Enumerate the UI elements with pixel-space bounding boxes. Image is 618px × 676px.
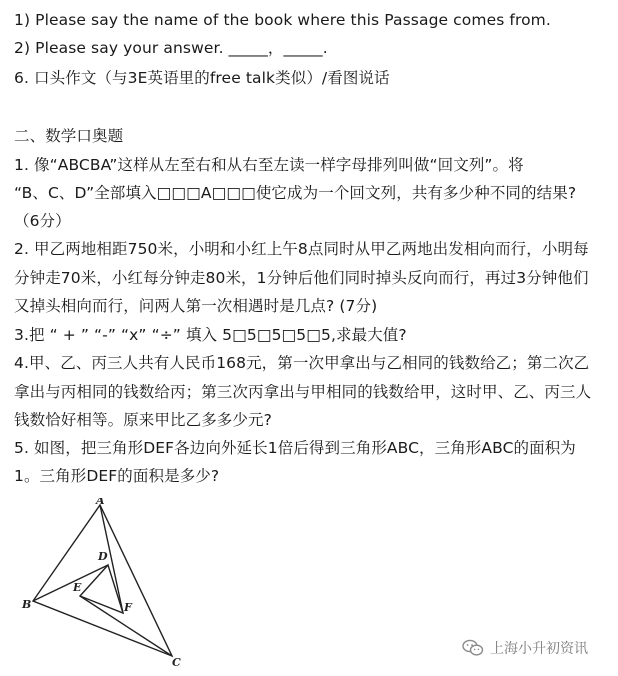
math-q2-line-2: 分钟走70米，小红每分钟走80米，1分钟后他们同时掉头反向而行，再过3分钟他们 [14, 269, 589, 287]
wechat-icon [462, 639, 484, 657]
math-q2-line-3: 又掉头相向而行，问两人第一次相遇时是几点? (7分) [14, 297, 378, 315]
math-q4-line-2: 拿出与丙相同的钱数给丙；第三次丙拿出与甲相同的钱数给甲，这时甲、乙、丙三人 [14, 383, 592, 401]
math-q2-line-1: 2. 甲乙两地相距750米，小明和小红上午8点同时从甲乙两地出发相向而行，小明每 [14, 240, 589, 258]
vertex-label-a: A [96, 498, 105, 507]
vertex-label-c: C [172, 656, 181, 669]
watermark [462, 636, 588, 660]
question-line-2: 2) Please say your answer. _____，_____. [14, 39, 328, 57]
vertex-label-e: E [73, 581, 82, 594]
triangle-diagram [20, 498, 200, 670]
math-q5-line-2: 1。三角形DEF的面积是多少? [14, 467, 220, 485]
triangle-def [80, 565, 123, 613]
math-q4-line-3: 钱数恰好相等。原来甲比乙多多少元? [14, 411, 272, 429]
math-q1-points: （6分） [14, 212, 71, 230]
math-q1-line-1: 1. 像“ABCBA”这样从左至右和从右至左读一样字母排列叫做“回文列”。将 [14, 156, 524, 174]
section-oral-composition: 6. 口头作文（与3E英语里的free talk类似）/看图说话 [14, 69, 390, 87]
math-q5-line-1: 5. 如图，把三角形DEF各边向外延长1倍后得到三角形ABC，三角形ABC的面积为 [14, 439, 576, 457]
math-q3: 3.把 “ + ” “-” “x” “÷” 填入 5□5□5□5□5,求最大值? [14, 326, 407, 344]
section-heading-math: 二、数学口奥题 [14, 127, 124, 145]
vertex-label-d: D [98, 550, 108, 563]
math-q4-line-1: 4.甲、乙、丙三人共有人民币168元，第一次甲拿出与乙相同的钱数给乙；第二次乙 [14, 354, 590, 372]
question-line-1: 1) Please say the name of the book where this Passage comes from. [14, 11, 551, 29]
math-q1-line-2: “B、C、D”全部填入□□□A□□□使它成为一个回文列，共有多少种不同的结果? [14, 184, 577, 202]
vertex-label-f: F [124, 601, 132, 614]
triangle-figure [20, 498, 200, 670]
segment-b-d [33, 565, 108, 601]
vertex-label-b: B [22, 598, 32, 611]
triangle-abc [33, 505, 172, 656]
triangle-lines [33, 505, 172, 656]
watermark-text: 上海小升初资讯 [490, 641, 588, 657]
